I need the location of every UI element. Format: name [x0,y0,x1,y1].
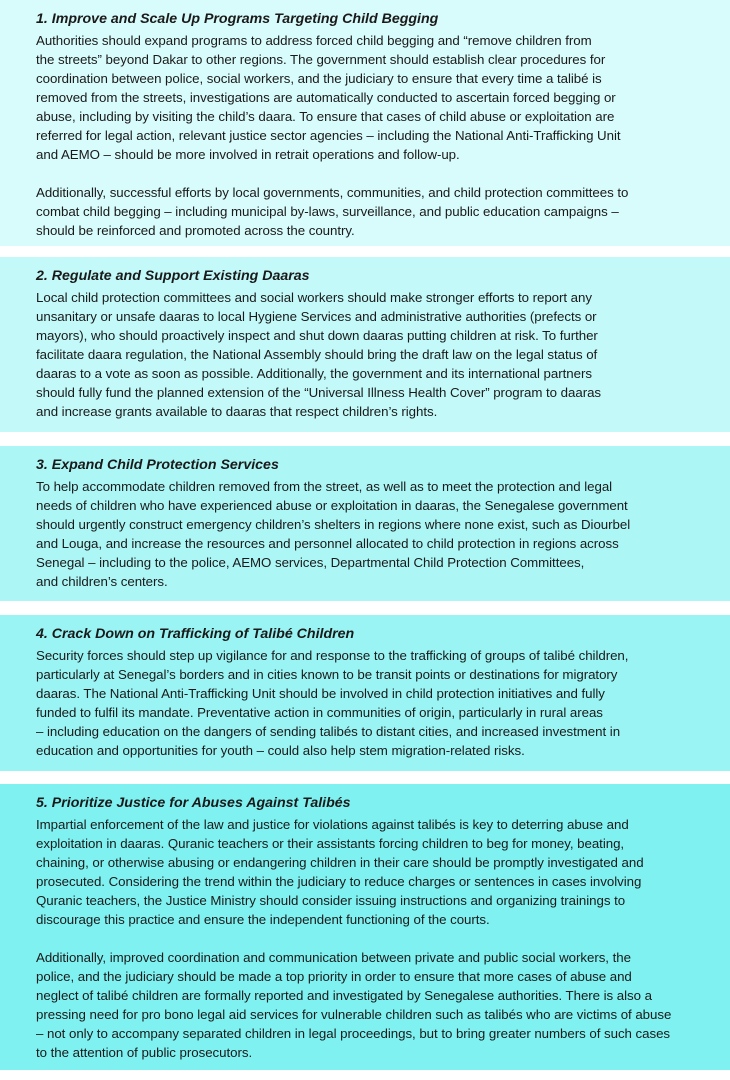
section-heading: 2. Regulate and Support Existing Daaras [36,268,310,284]
section-heading: 5. Prioritize Justice for Abuses Against Talibés [36,795,351,811]
section-paragraph: Security forces should step up vigilance for and response to the trafficking of groups of talibé children, particularly at Senegal’s borders and in cities known to be transit points or destinations for migratory daaras. The National Anti-Trafficking Unit should be involved in child protection initiatives and fully funded to fulfil its mandate. Preventative action in communities of origin, particularly in rural areas – including education on the dangers of sending talibés to distant cities, and increased investment in education and opportunities for youth – could also help stem migration-related risks. [36,648,629,758]
recommendation-section-4 [0,615,730,771]
section-heading: 4. Crack Down on Trafficking of Talibé Children [36,626,355,642]
recommendation-section-5 [0,784,730,1070]
section-paragraph: To help accommodate children removed from the street, as well as to meet the protection and legal needs of children who have experienced abuse or exploitation in daaras, the Senegalese government should urgently construct emergency children’s shelters in regions where none exist, such as Diourbel and Louga, and increase the resources and personnel allocated to child protection in regions across Senegal – including to the police, AEMO services, Departmental Child Protection Committees, and children’s centers. [36,479,631,589]
recommendation-section-1 [0,0,730,246]
section-paragraph: Impartial enforcement of the law and justice for violations against talibés is key to deterring abuse and exploitation in daaras. Quranic teachers or their assistants forcing children to beg for money, beating, chaining, or otherwise abusing or endangering children in their care should be promptly investigated and prosecuted. Considering the trend within the judiciary to reduce charges or sentences in cases involving Quranic teachers, the Justice Ministry should consider issuing instructions and organizing trainings to discourage this practice and ensure the independent functioning of the courts. [36,817,644,927]
section-paragraph: Additionally, successful efforts by local governments, communities, and child protection committees to combat child begging – including municipal by-laws, surveillance, and public education campaigns – should be reinforced and promoted across the country. [36,185,629,238]
recommendation-section-3 [0,446,730,601]
section-heading: 1. Improve and Scale Up Programs Targeting Child Begging [36,11,439,27]
section-paragraph: Local child protection committees and social workers should make stronger efforts to report any unsanitary or unsafe daaras to local Hygiene Services and administrative authorities (prefects or mayors), who should proactively inspect and shut down daaras putting children at risk. To further facilitate daara regulation, the National Assembly should bring the draft law on the legal status of daaras to a vote as soon as possible. Additionally, the government and its international partners should fully fund the planned extension of the “Universal Illness Health Cover” program to daaras and increase grants available to daaras that respect children’s rights. [36,290,602,419]
recommendation-section-2 [0,257,730,432]
section-heading: 3. Expand Child Protection Services [36,457,279,473]
section-paragraph: Additionally, improved coordination and communication between private and public social workers, the police, and the judiciary should be made a top priority in order to ensure that more cases of abuse and neglect of talibé children are formally reported and investigated by Senegalese authorities. There is also a pressing need for pro bono legal aid services for vulnerable children such as talibés who are victims of abuse – not only to accompany separated children in legal proceedings, but to bring greater numbers of such cases to the attention of public prosecutors. [36,950,672,1060]
section-paragraph: Authorities should expand programs to address forced child begging and “remove children from the streets” beyond Dakar to other regions. The government should establish clear procedures for coordination between police, social workers, and the judiciary to ensure that every time a talibé is removed from the streets, investigations are automatically conducted to ascertain forced begging or abuse, including by visiting the child’s daara. To ensure that cases of child abuse or exploitation are referred for legal action, relevant justice sector agencies – including the National Anti-Trafficking Unit and AEMO – should be more involved in retrait operations and follow-up. [36,33,621,162]
